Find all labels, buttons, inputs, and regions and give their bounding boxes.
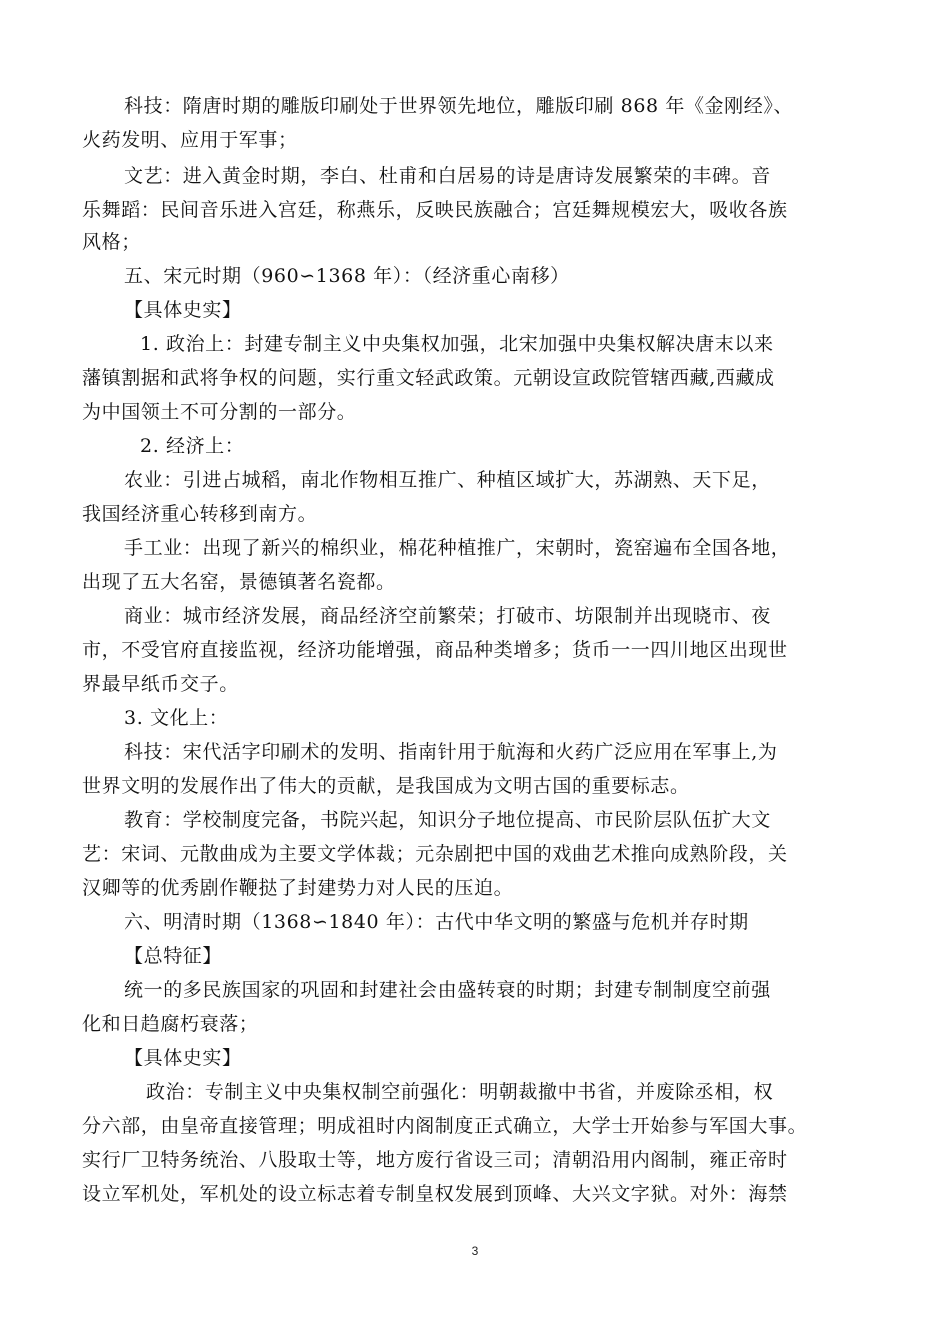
text-line: 界最早纸币交子。 (82, 673, 239, 695)
text-line: 科技：宋代活字印刷术的发明、指南针用于航海和火药广泛应用在军事上,为 (124, 741, 778, 763)
text-line: 为中国领土不可分割的一部分。 (82, 401, 357, 423)
text-line: 1. 政治上：封建专制主义中央集权加强，北宋加强中央集权解决唐末以来 (140, 333, 774, 355)
text-line: 农业：引进占城稻，南北作物相互推广、种植区域扩大，苏湖熟、天下足， (124, 469, 771, 491)
subsection-heading: 【总特征】 (124, 945, 223, 967)
text-line: 商业：城市经济发展，商品经济空前繁荣；打破市、坊限制并出现晓市、夜 (124, 605, 771, 627)
text-line: 风格； (82, 231, 141, 253)
text-line: 汉卿等的优秀剧作鞭挞了封建势力对人民的压迫。 (82, 877, 514, 899)
page-number: 3 (471, 1244, 479, 1258)
text-line: 2. 经济上： (140, 435, 245, 457)
text-line: 文艺：进入黄金时期，李白、杜甫和白居易的诗是唐诗发展繁荣的丰碑。音 (124, 165, 771, 187)
text-line: 分六部，由皇帝直接管理；明成祖时内阁制度正式确立，大学士开始参与军国大事。 (82, 1115, 808, 1137)
text-line: 化和日趋腐朽衰落； (82, 1013, 259, 1035)
text-line: 设立军机处，军机处的设立标志着专制皇权发展到顶峰、大兴文字狱。对外：海禁 (82, 1183, 788, 1205)
section-heading: 五、宋元时期（960∽1368 年）：（经济重心南移） (124, 265, 570, 287)
text-line: 出现了五大名窑，景德镇著名瓷都。 (82, 571, 396, 593)
text-line: 统一的多民族国家的巩固和封建社会由盛转衰的时期；封建专制制度空前强 (124, 979, 771, 1001)
text-line: 市，不受官府直接监视，经济功能增强，商品种类增多；货币一一四川地区出现世 (82, 639, 788, 661)
subsection-heading: 【具体史实】 (124, 1047, 242, 1069)
text-line: 手工业：出现了新兴的棉织业，棉花种植推广，宋朝时，瓷窑遍布全国各地， (124, 537, 791, 559)
text-line: 火药发明、应用于军事； (82, 129, 298, 151)
text-line: 政治：专制主义中央集权制空前强化：明朝裁撤中书省，并废除丞相，权 (146, 1081, 774, 1103)
subsection-heading: 【具体史实】 (124, 299, 242, 321)
text-line: 我国经济重心转移到南方。 (82, 503, 318, 525)
text-line: 3. 文化上： (124, 707, 229, 729)
section-heading: 六、明清时期（1368∽1840 年）：古代中华文明的繁盛与危机并存时期 (124, 911, 749, 933)
text-line: 实行厂卫特务统治、八股取士等，地方废行省设三司；清朝沿用内阁制，雍正帝时 (82, 1149, 788, 1171)
text-line: 世界文明的发展作出了伟大的贡献，是我国成为文明古国的重要标志。 (82, 775, 690, 797)
text-line: 乐舞蹈：民间音乐进入宫廷，称燕乐，反映民族融合；宫廷舞规模宏大，吸收各族 (82, 199, 788, 221)
text-line: 藩镇割据和武将争权的问题，实行重文轻武政策。元朝设宣政院管辖西藏,西藏成 (82, 367, 775, 389)
text-line: 科技：隋唐时期的雕版印刷处于世界领先地位，雕版印刷 868 年《金刚经》、 (124, 95, 794, 117)
text-line: 艺：宋词、元散曲成为主要文学体裁；元杂剧把中国的戏曲艺术推向成熟阶段，关 (82, 843, 788, 865)
text-line: 教育：学校制度完备，书院兴起，知识分子地位提高、市民阶层队伍扩大文 (124, 809, 771, 831)
